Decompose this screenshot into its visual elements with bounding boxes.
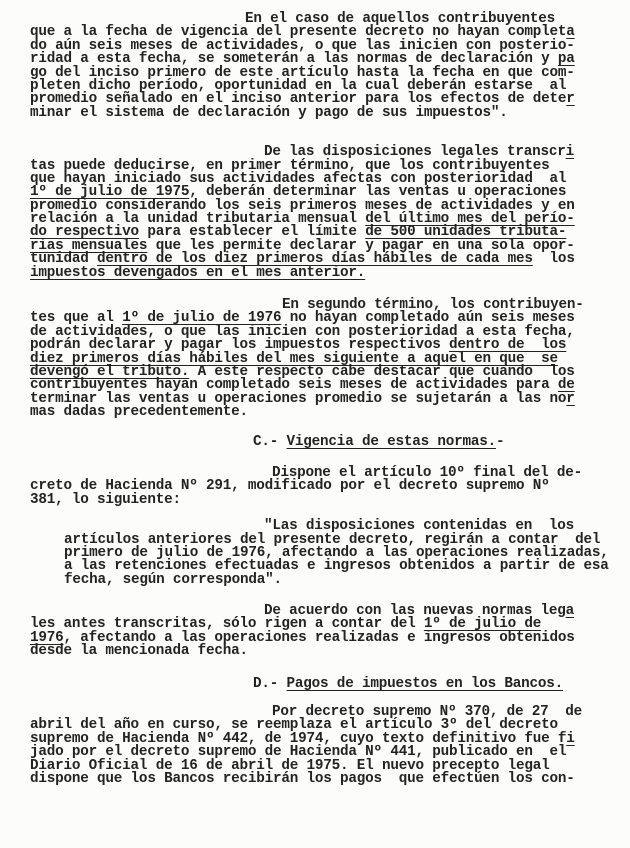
text-line	[0, 571, 630, 588]
text-segment: terminar las ventas u operaciones promedio se sujetarán a las no	[30, 390, 567, 407]
underlined-text: dentro de los	[448, 337, 567, 354]
quote-paragraph	[0, 520, 630, 587]
text-segment: En el caso de aquellos contribuyentes	[245, 11, 556, 27]
text-segment: de actividades, o que las inicien con posterioridad a esta fecha,	[30, 323, 575, 340]
heading-c	[0, 433, 630, 450]
text-segment: C.-	[253, 433, 287, 450]
text-line	[0, 433, 630, 450]
text-segment: desde la mencionada fecha.	[30, 643, 248, 660]
text-segment: 381, lo siguiente:	[30, 491, 181, 508]
underlined-text: impuestos devengados en el mes anterior.	[30, 264, 366, 281]
underlined-text: diez primeros días hábiles del mes siguiente a aquel en que se	[30, 350, 558, 367]
underlined-text: 1º de julio de 1975	[30, 184, 190, 201]
text-segment: go del inciso primero de este artículo hasta la fecha en que com-	[30, 64, 575, 81]
text-segment: promedio señalado en el inciso anterior para los efectos de dete	[30, 91, 567, 108]
text-segment: Dispone el artículo 10º final del de-	[272, 464, 583, 481]
underlined-text: Vigencia de estas normas.	[286, 433, 497, 450]
text-segment: no hayan completado aún seis meses	[281, 310, 575, 327]
text-line	[0, 491, 630, 508]
text-segment: a las retenciones efectuadas e ingresos obtenidos a partir de esa	[64, 558, 609, 575]
text-segment: ridad a esta fecha, se someterán a las normas de declaración y	[30, 51, 558, 68]
text-segment: para establecer el límite	[138, 224, 366, 241]
underlined-text: pa	[557, 51, 575, 68]
text-segment: De las disposiciones legales transcr	[264, 144, 566, 161]
underlined-text: de 500 unidades tributa-	[365, 224, 567, 241]
text-segment: fecha, según corresponda".	[64, 571, 282, 588]
text-line	[0, 406, 630, 419]
underlined-text: 1º de julio de 1976	[122, 310, 282, 327]
underlined-text: a	[566, 24, 575, 41]
underlined-text: r	[566, 390, 575, 407]
text-line	[0, 104, 630, 121]
text-line	[0, 645, 630, 658]
underlined-text: dentro de los diez primeros días hábiles de cada mes	[97, 251, 533, 268]
underlined-text: r	[566, 91, 575, 108]
text-segment: Diario Oficial de 16 de abril de 1975. El nuevo precepto legal	[30, 757, 550, 774]
text-segment: mas dadas precedentemente.	[30, 404, 248, 421]
text-line	[0, 675, 630, 692]
text-segment: A este respecto cabe destacar que cuando los	[189, 363, 575, 380]
underlined-text: a	[565, 603, 575, 620]
underlined-text: devengó el tributo.	[30, 363, 190, 380]
text-segment: tas puede deducirse, en primer término, que los contribuyentes	[30, 157, 550, 174]
heading-d	[0, 675, 630, 692]
text-segment: relación a la unidad tributaria mensual	[30, 211, 366, 228]
text-segment: , deberán determinar las ventas u operaciones	[189, 184, 567, 201]
text-segment: dispone que los Bancos recibirán los pagos que efectúen los con-	[30, 770, 575, 787]
text-segment: les antes transcritas, sólo rigen a contar del	[30, 616, 424, 633]
paragraph-2	[0, 146, 630, 280]
underlined-text: de	[557, 377, 575, 394]
paragraph-4	[0, 464, 630, 508]
text-line	[0, 770, 630, 787]
text-segment: , afectando a las operaciones realizadas e ingresos obtenidos	[63, 629, 575, 646]
text-segment: D.-	[253, 675, 287, 692]
underlined-text: del último mes del perío-	[365, 211, 575, 228]
text-segment: los	[532, 251, 575, 268]
text-segment: promedio considerando los seis primeros meses de actividades y en	[30, 197, 575, 214]
text-segment: que a la fecha de vigencia del presente decreto no hayan complet	[30, 24, 567, 41]
paragraph-5	[0, 605, 630, 659]
text-segment: tes que al	[30, 310, 123, 327]
underlined-text: 1º de julio de	[423, 616, 542, 633]
text-segment: abril del año en curso, se reemplaza el artículo 3º del decreto	[30, 717, 558, 734]
text-segment: pleten dicho período, oportunidad en la cual deberán estarse al	[30, 77, 567, 94]
paragraph-6	[0, 706, 630, 786]
underlined-text: i	[565, 144, 575, 161]
text-segment: De acuerdo con las nuevas normas leg	[264, 603, 566, 620]
underlined-text: i	[566, 730, 575, 747]
text-segment: "Las disposiciones contenidas en los	[264, 518, 575, 535]
paragraph-1	[0, 13, 630, 120]
underlined-text: do respectivo	[30, 224, 139, 241]
underlined-text: 1976	[30, 629, 64, 646]
text-segment: supremo de Hacienda Nº 442, de 1974, cuyo texto definitivo fue f	[30, 730, 567, 747]
text-line	[0, 264, 630, 281]
text-segment: podrán declarar y pagar los impuestos respectivos	[30, 337, 449, 354]
text-segment: creto de Hacienda Nº 291, modificado por el decreto supremo Nº	[30, 478, 550, 495]
text-segment: minar el sistema de declaración y pago de sus impuestos".	[30, 104, 508, 121]
text-segment: do aún seis meses de actividades, o que las inicien con posterio-	[30, 37, 575, 54]
paragraph-3	[0, 299, 630, 420]
text-segment: que hayan iniciado sus actividades afectas con posterioridad al	[30, 170, 567, 187]
underlined-text: rias mensuales	[30, 237, 148, 254]
text-segment: En segundo término, los contribuyen-	[282, 297, 584, 314]
text-segment: contribuyentes hayan completado seis meses de actividades para	[30, 377, 558, 394]
text-segment: artículos anteriores del presente decreto, regirán a contar del	[64, 531, 601, 548]
text-segment: primero de julio de 1976, afectando a las operaciones realizadas,	[64, 544, 609, 561]
text-segment: tunidad	[30, 251, 98, 268]
text-segment: jado por el decreto supremo de Hacienda Nº 441, publicado en el	[30, 744, 567, 761]
text-segment: Por decreto supremo Nº 370, de 27 de	[272, 704, 583, 721]
text-segment: -	[496, 433, 505, 450]
text-segment: que les permite declarar y pagar en una sola opor-	[147, 237, 575, 254]
underlined-text: Pagos de impuestos en los Bancos.	[286, 675, 564, 692]
